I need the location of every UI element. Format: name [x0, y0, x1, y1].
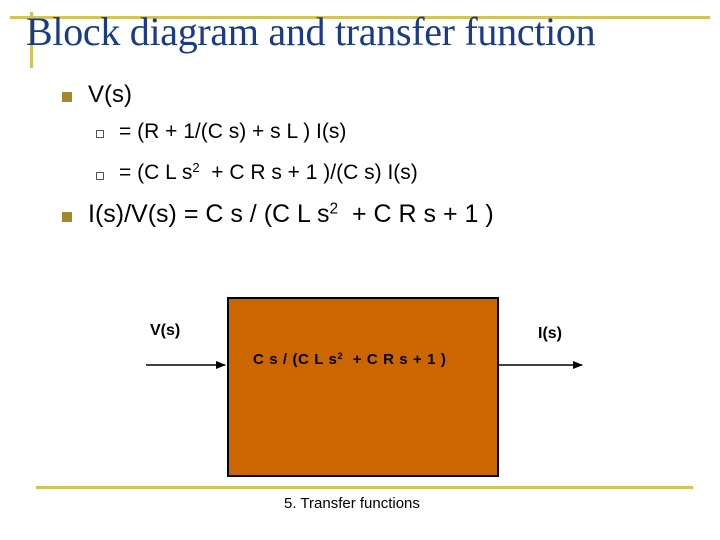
transfer-function-exponent: 2	[329, 200, 339, 218]
equation-2-end: + C R s + 1 )/(C s) I(s)	[199, 161, 418, 184]
sub-bullet-equation-1: = (R + 1/(C s) + s L ) I(s)	[119, 120, 347, 143]
transfer-function-start: I(s)/V(s) = C s / (C L s	[88, 200, 330, 228]
equation-2-start: = (C L s	[119, 161, 193, 184]
block-label-exponent: 2	[337, 350, 344, 361]
block-label-end: + C R s + 1 )	[343, 351, 447, 368]
block-label-start: C s / (C L s	[253, 351, 338, 368]
output-label: I(s)	[538, 325, 562, 342]
bullet-voltage: V(s)	[88, 81, 132, 108]
input-label: V(s)	[150, 322, 181, 339]
equation-2-exponent: 2	[192, 159, 200, 175]
slide-title: Block diagram and transfer function	[26, 9, 596, 54]
transfer-function-end: + C R s + 1 )	[338, 200, 494, 228]
footer-text: 5. Transfer functions	[284, 495, 420, 512]
